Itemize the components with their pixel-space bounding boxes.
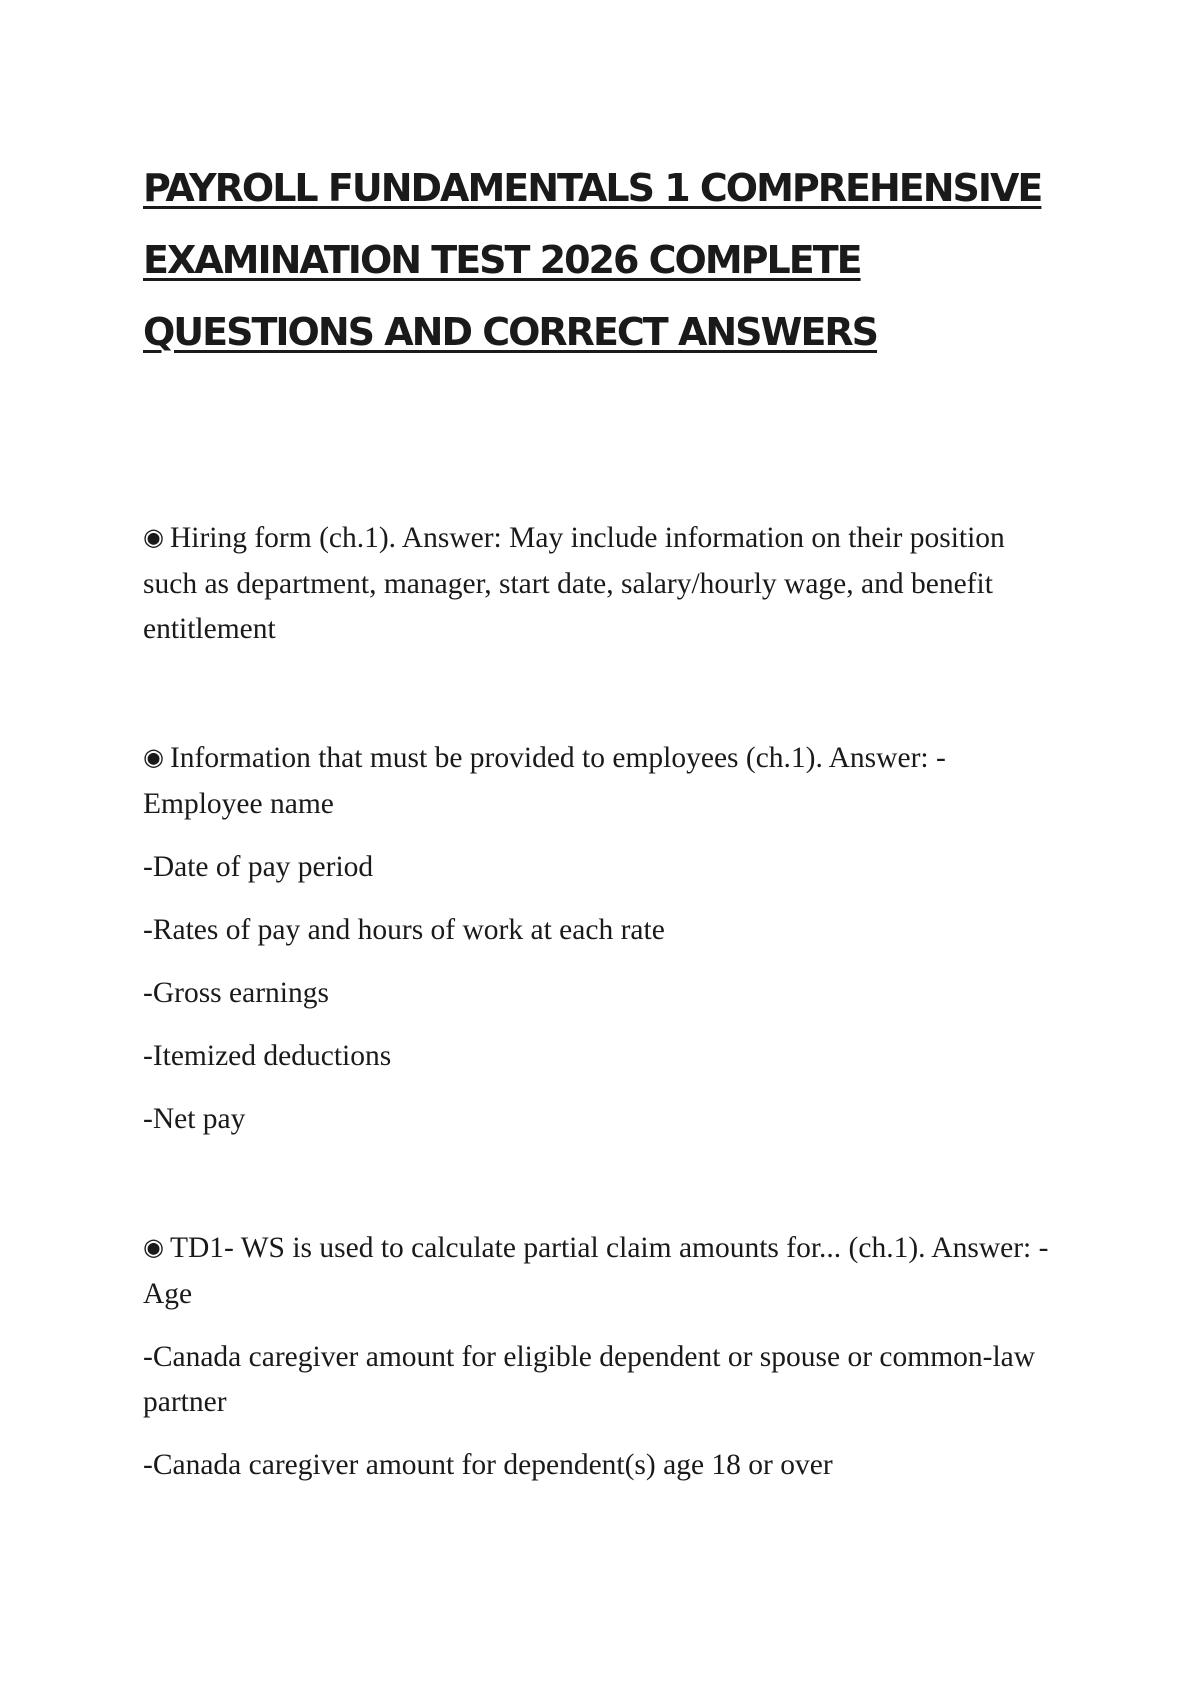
answer-item: -Rates of pay and hours of work at each rate	[143, 914, 665, 946]
answer-item: -Itemized deductions	[143, 1040, 392, 1072]
question-text	[143, 516, 1063, 652]
question-answer: TD1- WS is used to calculate partial claim amounts for... (ch.1). Answer: -Age	[143, 1232, 1049, 1310]
title-line: EXAMINATION TEST 2026 COMPLETE	[143, 238, 861, 282]
question-block	[143, 516, 1063, 652]
answer-item: -Gross earnings	[143, 977, 329, 1009]
question-text	[143, 736, 1063, 827]
question-answer: Hiring form (ch.1). Answer: May include information on their position such as department, manager, start date, salary/hourly wage, and benefit entitlement	[143, 522, 1005, 645]
question-block	[143, 736, 1063, 1142]
title-line: QUESTIONS AND CORRECT ANSWERS	[143, 310, 878, 354]
radio-bullet-icon: ◉	[143, 743, 164, 771]
answer-item: -Canada caregiver amount for dependent(s) age 18 or over	[143, 1449, 833, 1481]
question-block	[143, 1226, 1063, 1488]
question-text	[143, 1226, 1063, 1317]
radio-bullet-icon: ◉	[143, 1233, 164, 1261]
answer-item: -Net pay	[143, 1103, 246, 1135]
radio-bullet-icon: ◉	[143, 523, 164, 551]
title-line: PAYROLL FUNDAMENTALS 1 COMPREHENSIVE	[143, 166, 1042, 210]
document-title	[143, 152, 1073, 368]
answer-item: -Date of pay period	[143, 851, 374, 883]
answer-item: -Canada caregiver amount for eligible dependent or spouse or common-law partner	[143, 1341, 1036, 1418]
question-answer: Information that must be provided to employees (ch.1). Answer: -Employee name	[143, 742, 946, 820]
